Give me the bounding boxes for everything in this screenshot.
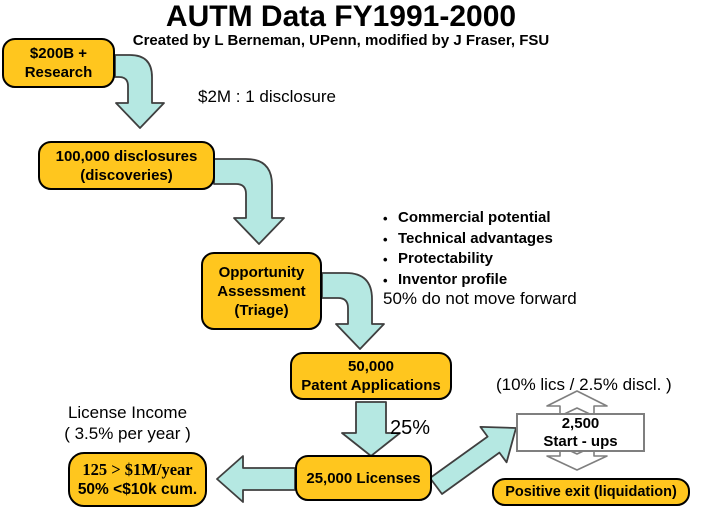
node-income-stats: [68, 452, 207, 507]
node-patents-line1: 50,000: [348, 358, 394, 375]
arrow-disclosures-to-assessment: [214, 159, 284, 244]
node-research: [2, 38, 115, 88]
criteria-item-text: Protectability: [398, 250, 494, 267]
node-exit: [492, 478, 690, 506]
node-assessment-line1: Opportunity: [218, 263, 305, 281]
label-license-income: [57, 402, 198, 444]
node-exit-line1: Positive exit (liquidation): [505, 483, 677, 500]
label-triage-note: 50% do not move forward: [383, 289, 577, 308]
bullet-icon: [383, 229, 398, 250]
node-disclosures-line1: 100,000 disclosures: [55, 147, 198, 165]
criteria-item: [383, 208, 553, 229]
arrow-research-to-disclosures: [115, 55, 164, 128]
bullet-icon: [383, 249, 398, 270]
node-assessment-line2: Assessment: [217, 282, 306, 300]
label-disclosure-ratio: $2M : 1 disclosure: [198, 87, 336, 106]
criteria-item-text: Inventor profile: [398, 270, 508, 288]
bullet-icon: [383, 208, 398, 229]
node-income-stats-line1: 125 > $1M/year: [82, 459, 193, 479]
node-assessment-line3: (Triage): [234, 301, 289, 319]
criteria-item: [383, 249, 553, 270]
arrow-licenses-to-income: [217, 456, 295, 502]
node-startups-line2: Start - ups: [543, 432, 618, 450]
node-licenses-line1: 25,000 Licenses: [306, 469, 421, 487]
criteria-item-text: Technical advantages: [398, 229, 553, 247]
node-research-line1: $200B +: [29, 45, 88, 62]
arrow-assessment-to-patents: [322, 273, 384, 349]
label-license-income-line1: License Income: [67, 403, 188, 422]
label-startup-rate: (10% lics / 2.5% discl. ): [496, 375, 672, 394]
node-income-stats-line2: 50% <$10k cum.: [77, 480, 198, 498]
label-license-income-line2: ( 3.5% per year ): [64, 424, 191, 443]
node-disclosures: [38, 141, 215, 190]
node-patents: [290, 352, 452, 400]
node-startups: [516, 413, 645, 452]
node-research-line2: Research: [24, 64, 93, 81]
node-patents-line2: Patent Applications: [301, 377, 441, 394]
criteria-item: [383, 229, 553, 250]
label-license-rate: 25%: [390, 417, 431, 439]
criteria-list: [383, 208, 553, 290]
page-subtitle: Created by L Berneman, UPenn, modified by J Fraser, FSU: [132, 32, 550, 49]
node-disclosures-line2: (discoveries): [80, 166, 173, 184]
node-licenses: [295, 455, 432, 501]
bullet-icon: [383, 270, 398, 291]
criteria-item-text: Commercial potential: [398, 209, 551, 226]
node-startups-line1: 2,500: [561, 414, 600, 432]
node-assessment: [201, 252, 322, 330]
page-title: AUTM Data FY1991-2000: [165, 0, 517, 33]
criteria-item: [383, 270, 553, 291]
